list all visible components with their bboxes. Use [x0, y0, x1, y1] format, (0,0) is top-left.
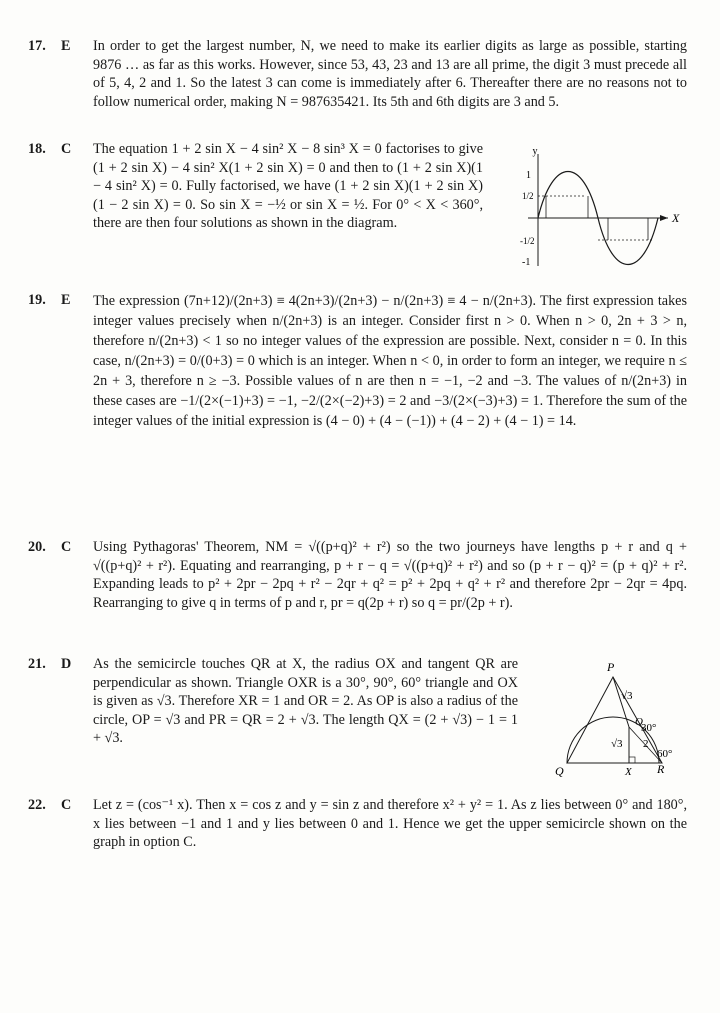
question-number: 20. — [28, 539, 46, 555]
solution-text: The expression (7n+12)/(2n+3) ≡ 4(2n+3)/(2n+3) − n/(2n+3) ≡ 4 − n/(2n+3). The first expression takes integer values precisely when n/(2n+3) is an integer. Consider first n > 0. When n > 0, 2n + 3 > n, therefore n/(2n+3) < 1 so no integer values of the expression are possible. Next, consider n = 0. In this case, n/(2n+3) = 0/(0+3) = 0 which is an integer. When n < 0, in order to form an integer, we require n ≤ 2n + 3, therefore n ≥ −3. Possible values of n are then n = −1, −2 and −3. The values of n/(2n+3) in these cases are −1/(2×(−1)+3) = −1, −2/(2×(−2)+3) = 2 and −3/(2×(−3)+3) = 1. Therefore the sum of the integer values of the initial expression is (4 − 0) + (4 − (−1)) + (4 − 2) + (4 − 1) = 14. — [93, 293, 687, 429]
tick-neg-half: -1/2 — [520, 236, 535, 246]
label-ox-sqrt3: √3 — [611, 738, 623, 750]
solution-text: Using Pythagoras' Theorem, NM = √((p+q)² + r²) so the two journeys have lengths p + r and q + √((p+q)² + r²). Equating and rearranging, p + r − q = √((p+q)² + r²) and so (p + r − q)² = (p + q)² + r². Expanding leads to p² + 2pr − 2pq + r² − 2qr + q² = p² + 2pq + q² + r² and therefore 2pr − 2qr = 4pq. Rearranging to give q in terms of p and r, pr = q(2p + r) so q = pr/(2p + r). — [93, 539, 687, 611]
triangle-pqr — [567, 677, 662, 763]
question-number: 18. — [28, 141, 46, 157]
x-axis-label: X — [672, 211, 680, 225]
radius-op — [613, 677, 629, 727]
label-r: R — [657, 762, 665, 776]
answer-letter: E — [61, 292, 71, 308]
question-number: 17. — [28, 38, 46, 54]
solution-text: In order to get the largest number, N, we need to make its earlier digits as large as possible, starting 9876 … as far as this works. However, since 53, 43, 23 and 13 are all prime, the digit 3 must precede all of 5, 4, 2 and 1. So the latest 3 can come is immediately after 6. Thereafter there are no reasons not to follow numerical order, making N = 987635421. Its 5th and 6th digits are 3 and 5. — [93, 38, 687, 110]
label-or-2: 2 — [643, 738, 649, 750]
answer-letter: C — [61, 539, 72, 555]
answer-letter: D — [61, 656, 72, 672]
label-angle-30: 30° — [641, 722, 657, 734]
tick-half: 1/2 — [522, 191, 534, 201]
answer-letter: C — [61, 141, 72, 157]
label-op-sqrt3: √3 — [621, 690, 633, 702]
solution-text: Let z = (cos⁻¹ x). Then x = cos z and y = sin z and therefore x² + y² = 1. As z lies between 0° and 180°, x lies between −1 and 1 and y lies between 0 and 1. Hence we get the upper semicircle shown on the graph in option C. — [93, 797, 687, 851]
solution-text: The equation 1 + 2 sin X − 4 sin² X − 8 sin³ X = 0 factorises to give (1 + 2 sin X) − 4 sin² X(1 + 2 sin X) = 0 and then to (1 + 2 sin X)(1 − 4 sin² X) = 0. Fully factorised, we have (1 + 2 sin X)(1 + 2 sin X)(1 − 2 sin X) = 0. So sin X = −½ or sin X = ½. For 0° < X < 360°, there are then four solutions as shown in the diagram. — [93, 141, 483, 232]
question-number: 21. — [28, 656, 46, 672]
triangle-diagram — [545, 655, 695, 780]
label-q: Q — [555, 764, 564, 778]
y-axis-label: y — [532, 146, 538, 157]
answer-letter: E — [61, 38, 71, 54]
question-number: 22. — [28, 797, 46, 813]
x-axis-arrow — [660, 215, 668, 221]
label-x: X — [625, 766, 632, 778]
label-p: P — [607, 660, 615, 674]
right-angle-mark — [629, 757, 635, 763]
tick-1: 1 — [526, 170, 531, 181]
tick-neg-1: -1 — [522, 257, 531, 268]
question-number: 19. — [28, 292, 46, 308]
label-o: O — [635, 716, 643, 728]
solution-text: As the semicircle touches QR at X, the radius OX and tangent QR are perpendicular as shown. Triangle OXR is a 30°, 90°, 60° triangle and OX is given as √3. Therefore XR = 1 and OR = 2. As OP is also a radius of the circle, OP = √3 and PR = QR = 2 + √3. The length QX = (2 + √3) − 1 = 1 + √3. — [93, 656, 518, 747]
sine-graph — [508, 146, 688, 270]
answer-letter: C — [61, 797, 72, 813]
label-angle-60: 60° — [657, 748, 673, 760]
